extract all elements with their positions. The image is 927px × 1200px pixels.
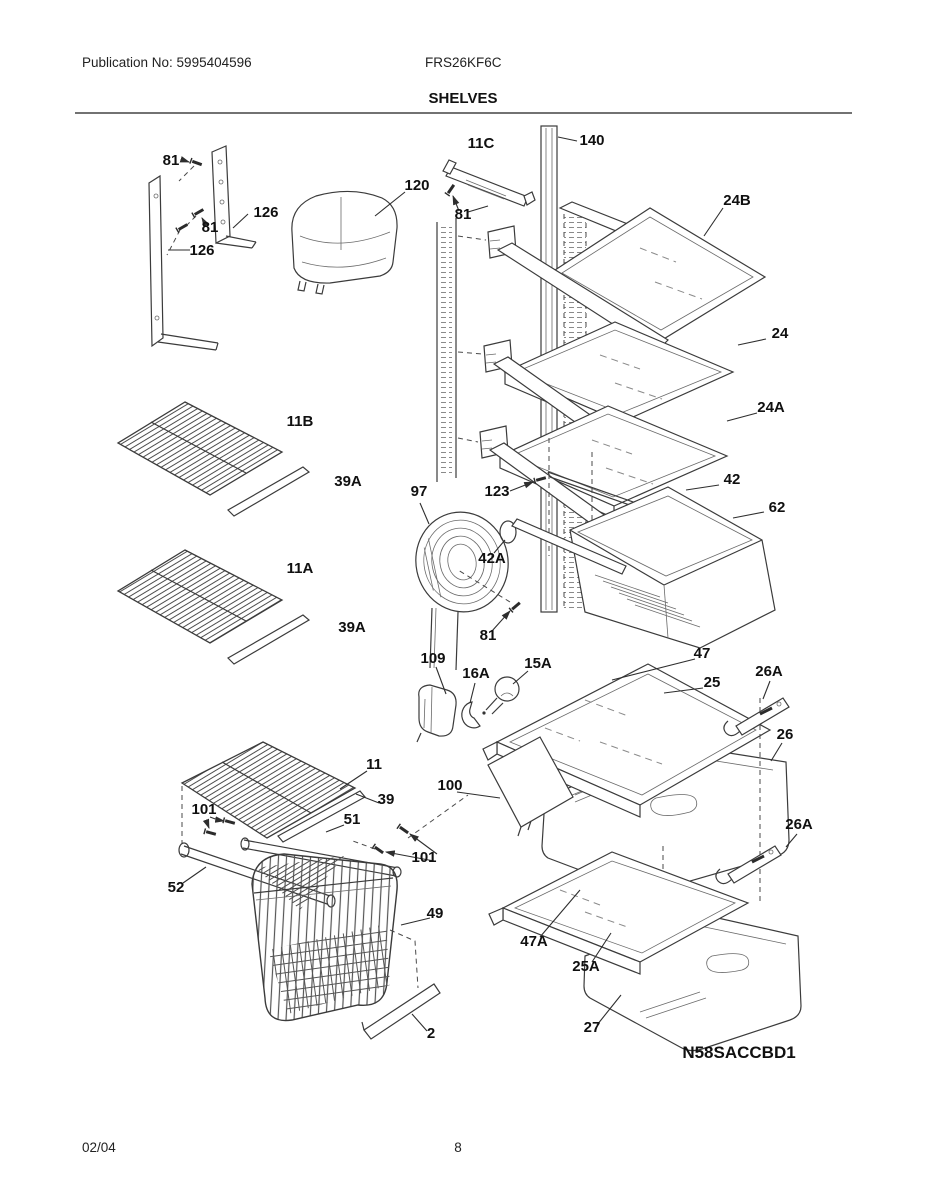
part-callout: 11A	[286, 560, 314, 577]
publication-number: Publication No: 5995404596	[82, 55, 252, 70]
part-callout: 39A	[334, 473, 362, 490]
part-15a-bulb	[482, 677, 519, 715]
part-120-bin	[292, 191, 397, 294]
part-11a-wire-shelf	[118, 550, 309, 664]
diagram-code: N58SACCBD1	[682, 1043, 796, 1062]
part-11b-wire-shelf	[118, 402, 309, 516]
part-callout: 52	[167, 879, 185, 896]
part-callout: 49	[426, 905, 444, 922]
part-callout: 109	[420, 650, 446, 667]
part-callout: 26	[776, 726, 794, 743]
part-callout: 16A	[462, 665, 490, 682]
page-title: SHELVES	[428, 90, 498, 107]
part-callout: 81	[162, 152, 180, 169]
part-callout: 24B	[723, 192, 751, 209]
part-callout: 51	[343, 811, 361, 828]
part-callout: 47A	[520, 933, 548, 950]
part-callout: 140	[579, 132, 605, 149]
footer-page-number: 8	[454, 1140, 462, 1155]
part-callout: 26A	[785, 816, 813, 833]
part-callout: 126	[253, 204, 279, 221]
part-callout: 42A	[478, 550, 506, 567]
part-callout: 81	[479, 627, 497, 644]
part-callout: 126	[189, 242, 215, 259]
part-callout: 120	[404, 177, 430, 194]
part-callout: 101	[411, 849, 437, 866]
part-callout: 42	[723, 471, 741, 488]
part-callout: 100	[437, 777, 463, 794]
part-callout: 26A	[755, 663, 783, 680]
part-callout: 81	[454, 206, 472, 223]
part-callout: 25A	[572, 958, 600, 975]
part-callout: 81	[201, 219, 219, 236]
part-callout: 27	[583, 1019, 601, 1036]
part-callout: 24	[771, 325, 789, 342]
part-callout: 47	[693, 645, 711, 662]
part-callout: 39A	[338, 619, 366, 636]
part-16a-socket	[462, 702, 480, 728]
part-49-basket	[252, 854, 397, 1021]
part-callout: 11C	[467, 135, 495, 152]
part-callout: 2	[426, 1025, 436, 1042]
part-callout: 15A	[524, 655, 552, 672]
footer-date: 02/04	[82, 1140, 116, 1155]
part-11c-bracket	[443, 160, 535, 206]
part-callout: 11	[366, 756, 382, 773]
part-109-cover	[417, 685, 456, 742]
model-number: FRS26KF6C	[425, 55, 502, 70]
part-callout: 101	[191, 801, 217, 818]
part-callout: 25	[703, 674, 721, 691]
part-callout: 39	[377, 791, 395, 808]
left-rail	[437, 218, 486, 482]
part-callout: 11B	[286, 413, 314, 430]
part-callout: 62	[768, 499, 786, 516]
part-callout: 24A	[757, 399, 785, 416]
part-callout: 123	[484, 483, 510, 500]
part-callout: 97	[410, 483, 428, 500]
